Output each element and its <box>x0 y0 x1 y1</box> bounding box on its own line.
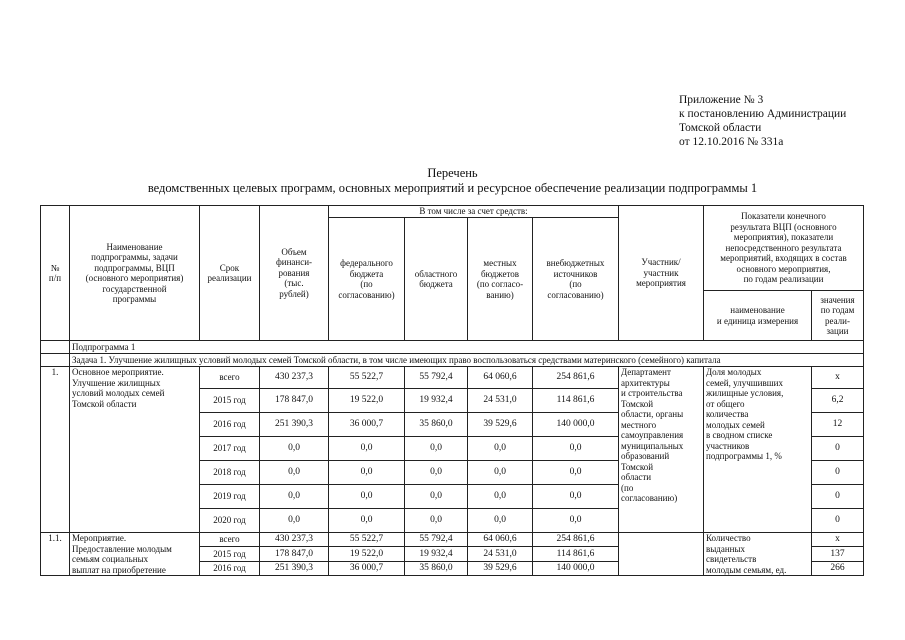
appendix-line-3: Томской области <box>679 122 762 134</box>
table-cell: 0,0 <box>329 485 405 509</box>
table-cell: 6,2 <box>812 389 864 413</box>
header-regional: областного бюджета <box>405 218 468 341</box>
table-cell: 140 000,0 <box>533 561 619 575</box>
table-cell: 0 <box>812 461 864 485</box>
program-table <box>40 205 864 576</box>
table-cell: 55 522,7 <box>329 533 405 547</box>
header-participant: Участник/ участник мероприятия <box>619 206 704 341</box>
header-indicators: Показатели конечного результата ВЦП (основного мероприятия), показатели непосредственного результата мероприятий, входящих в состав основного мероприятия, по годам реализации <box>704 206 864 291</box>
table-cell: 137 <box>812 547 864 561</box>
table-cell: 178 847,0 <box>260 389 329 413</box>
table-cell: 0,0 <box>468 437 533 461</box>
header-federal: федерального бюджета (по согласованию) <box>329 218 405 341</box>
table-cell: 251 390,3 <box>260 561 329 575</box>
table-cell: 55 792,4 <box>405 367 468 389</box>
table-cell: 36 000,7 <box>329 413 405 437</box>
table-cell: 0,0 <box>260 509 329 533</box>
table-cell: 0,0 <box>468 509 533 533</box>
header-indicator-name: наименование и единица измерения <box>704 291 812 341</box>
item1-name: Основное мероприятие. Улучшение жилищных условий молодых семей Томской области <box>70 367 200 533</box>
item1-num: 1. <box>41 367 70 533</box>
document-subtitle: ведомственных целевых программ, основных мероприятий и ресурсное обеспечение реализации подпрограммы 1 <box>147 181 758 195</box>
table-cell: 251 390,3 <box>260 413 329 437</box>
document-title: Перечень <box>427 166 478 180</box>
table-cell: 0,0 <box>405 485 468 509</box>
table-cell: 0,0 <box>533 485 619 509</box>
table-cell: 0,0 <box>405 461 468 485</box>
header-including: В том числе за счет средств: <box>329 206 619 218</box>
table-cell: 254 861,6 <box>533 533 619 547</box>
table-cell: 19 522,0 <box>329 389 405 413</box>
table-cell: всего <box>200 367 260 389</box>
appendix-block <box>679 93 846 149</box>
table-cell: 39 529,6 <box>468 561 533 575</box>
table-cell: 0,0 <box>329 437 405 461</box>
table-cell: 19 522,0 <box>329 547 405 561</box>
appendix-line-1: Приложение № 3 <box>679 94 764 106</box>
table-cell: 114 861,6 <box>533 547 619 561</box>
table-cell: 64 060,6 <box>468 533 533 547</box>
table-cell: 2016 год <box>200 561 260 575</box>
table-cell: 430 237,3 <box>260 533 329 547</box>
item2-indicator: Количество выданных свидетельств молодым семьям, ед. <box>704 533 812 576</box>
table-cell: 24 531,0 <box>468 389 533 413</box>
table-cell: 0,0 <box>260 485 329 509</box>
header-period: Срок реализации <box>200 206 260 341</box>
table-cell: 35 860,0 <box>405 561 468 575</box>
table-cell: 0,0 <box>260 461 329 485</box>
table-cell: x <box>812 367 864 389</box>
table-cell: 114 861,6 <box>533 389 619 413</box>
item2-name: Мероприятие. Предоставление молодым семьям социальных выплат на приобретение <box>70 533 200 576</box>
table-cell: x <box>812 533 864 547</box>
table-cell: 24 531,0 <box>468 547 533 561</box>
table-cell: 2019 год <box>200 485 260 509</box>
table-cell: 2020 год <box>200 509 260 533</box>
table-cell: всего <box>200 533 260 547</box>
header-name: Наименование подпрограммы, задачи подпрограммы, ВЦП (основного мероприятия) государственной программы <box>70 206 200 341</box>
table-cell: 254 861,6 <box>533 367 619 389</box>
table-cell: 0 <box>812 509 864 533</box>
table-cell: 64 060,6 <box>468 367 533 389</box>
header-num: № п/п <box>41 206 70 341</box>
item2-participant <box>619 533 704 576</box>
appendix-line-2: к постановлению Администрации <box>679 108 847 120</box>
table-cell: 12 <box>812 413 864 437</box>
table-cell: 2016 год <box>200 413 260 437</box>
table-cell: 35 860,0 <box>405 413 468 437</box>
table-cell: 55 792,4 <box>405 533 468 547</box>
table-cell: 430 237,3 <box>260 367 329 389</box>
table-cell: 0 <box>812 485 864 509</box>
table-cell: 19 932,4 <box>405 547 468 561</box>
table-cell: 2018 год <box>200 461 260 485</box>
table-cell: 0,0 <box>533 509 619 533</box>
table-cell: 0,0 <box>329 461 405 485</box>
header-volume: Объем финанси- рования (тыс. рублей) <box>260 206 329 341</box>
table-cell: 36 000,7 <box>329 561 405 575</box>
table-cell: 55 522,7 <box>329 367 405 389</box>
header-extra: внебюджетных источников (по согласованию) <box>533 218 619 341</box>
appendix-line-4: от 12.10.2016 № 331а <box>679 136 784 148</box>
task-label: Задача 1. Улучшение жилищных условий молодых семей Томской области, в том числе имеющих право воспользоваться средствами материнского (семейного) капитала <box>70 354 864 367</box>
table-cell: 178 847,0 <box>260 547 329 561</box>
header-indicator-values: значения по годам реали- зации <box>812 291 864 341</box>
table-cell: 266 <box>812 561 864 575</box>
table-cell: 2015 год <box>200 389 260 413</box>
table-cell: 0,0 <box>533 437 619 461</box>
table-cell: 19 932,4 <box>405 389 468 413</box>
table-cell: 0,0 <box>468 485 533 509</box>
item1-indicator: Доля молодых семей, улучшивших жилищные условия, от общего количества молодых семей в сводном списке участников подпрограммы 1, % <box>704 367 812 533</box>
item1-participant: Департамент архитектуры и строительства Томской области, органы местного самоуправления муниципальных образований Томской области (по согласованию) <box>619 367 704 533</box>
table-cell: 0,0 <box>533 461 619 485</box>
table-cell: 2017 год <box>200 437 260 461</box>
table-cell: 0,0 <box>260 437 329 461</box>
table-cell: 0,0 <box>329 509 405 533</box>
table-cell: 39 529,6 <box>468 413 533 437</box>
table-cell: 0,0 <box>405 437 468 461</box>
table-cell: 0,0 <box>405 509 468 533</box>
table-cell: 140 000,0 <box>533 413 619 437</box>
table-cell: 0 <box>812 437 864 461</box>
subprogram-label: Подпрограмма 1 <box>70 341 864 354</box>
table-cell: 0,0 <box>468 461 533 485</box>
table-cell: 2015 год <box>200 547 260 561</box>
header-local: местных бюджетов (по согласо- ванию) <box>468 218 533 341</box>
item2-num: 1.1. <box>41 533 70 576</box>
